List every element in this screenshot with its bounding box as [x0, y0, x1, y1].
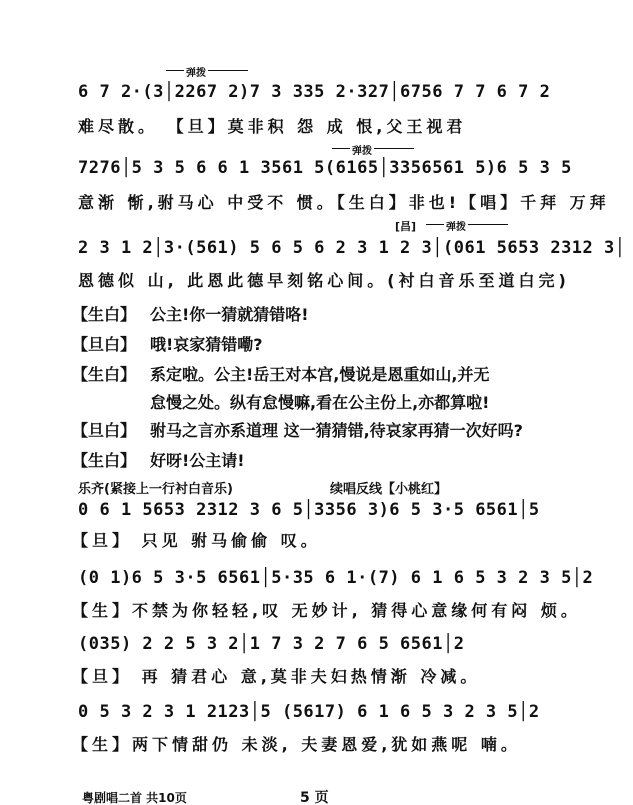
dialogue-line-2 — [72, 332, 263, 355]
footer-left-text: 粤剧唱二首 共10页 — [82, 791, 187, 805]
dialogue-line-1 — [72, 302, 309, 325]
jianpu-notes: 2 3 1 2│3·(561) 5 6 5 6 2 3 1 2 3│(061 5653 2312 3│ — [78, 238, 626, 258]
jianpu-notes: 0 5 3 2 3 1 2123│5 (5617) 6 1 6 5 3 2 3 5│2 — [78, 702, 540, 722]
plucked-strings-annotation: 弹拨 — [352, 142, 372, 157]
plucked-strings-annotation: 弹拨 — [446, 218, 466, 233]
jianpu-notes: (035) 2 2 5 3 2│1 7 3 2 7 6 5 6561│2 — [78, 634, 465, 654]
lyrics: 【生】两下情甜仍 未淡, 夫妻恩爱,犹如燕呢 喃。 — [72, 735, 521, 754]
plucked-strings-annotation: 弹拨 — [186, 64, 206, 79]
dialogue-text: 系定啦。公主!岳王对本宫,慢说是恩重如山,并无 — [150, 365, 490, 384]
dialogue-text: 好呀!公主请! — [150, 451, 245, 470]
dialogue-text: 哦!哀家猜错嘞? — [150, 335, 263, 354]
speaker-role: 【生白】 — [72, 305, 137, 324]
lyrics: 难尽散。 【旦】莫非积 怨 成 恨,父王视君 — [78, 117, 467, 136]
jianpu-notes: 6 7 2·(3│2267 2)7 3 335 2·327│6756 7 7 6 7 2 — [78, 82, 551, 102]
dialogue-line-3 — [72, 362, 489, 385]
speaker-role: 【生白】 — [72, 365, 137, 384]
lyrics: 【旦】 只见 驸马偷偷 叹。 — [72, 531, 321, 550]
tune-title: 续唱反线【小桃红】 — [330, 482, 448, 497]
lyrics: 恩德似 山, 此恩此德早刻铭心间。(衬白音乐至道白完) — [78, 271, 570, 290]
jianpu-notes: 7276│5 3 5 6 6 1 3561 5(6165│3356561 5)6 5 3 5 — [78, 158, 572, 178]
dialogue-line-3-continued: 怠慢之处。纵有怠慢嘛,看在公主份上,亦都算啦! — [150, 393, 490, 412]
dialogue-line-4 — [72, 418, 523, 441]
page-footer — [0, 787, 633, 805]
chang-tag: [昌] — [395, 220, 417, 233]
orchestra-cue: 乐齐(紧接上一行衬白音乐) — [78, 482, 233, 497]
dialogue-text: 公主!你一猜就猜错咯! — [150, 305, 309, 324]
dialogue-text: 驸马之言亦系道理 这一猜猜错,待哀家再猜一次好吗? — [150, 421, 523, 440]
lyrics: 意渐 惭,驸马心 中受不 惯。【生白】非也!【唱】千拜 万拜 — [78, 193, 610, 212]
dialogue-line-5 — [72, 448, 245, 471]
lyrics: 【旦】 再 猜君心 意,莫非夫妇热情渐 冷减。 — [72, 667, 481, 686]
speaker-role: 【旦白】 — [72, 421, 137, 440]
jianpu-notes: (0 1)6 5 3·5 6561│5·35 6 1·(7) 6 1 6 5 3 2 3 5│2 — [78, 568, 594, 588]
page-number: 5 页 — [300, 790, 329, 805]
speaker-role: 【生白】 — [72, 451, 137, 470]
jianpu-notes: 0 6 1 5653 2312 3 6 5│3356 3)6 5 3·5 6561│5 — [78, 500, 540, 520]
speaker-role: 【旦白】 — [72, 335, 137, 354]
lyrics: 【生】不禁为你轻轻,叹 无妙计, 猜得心意缘何有闷 烦。 — [72, 601, 581, 620]
